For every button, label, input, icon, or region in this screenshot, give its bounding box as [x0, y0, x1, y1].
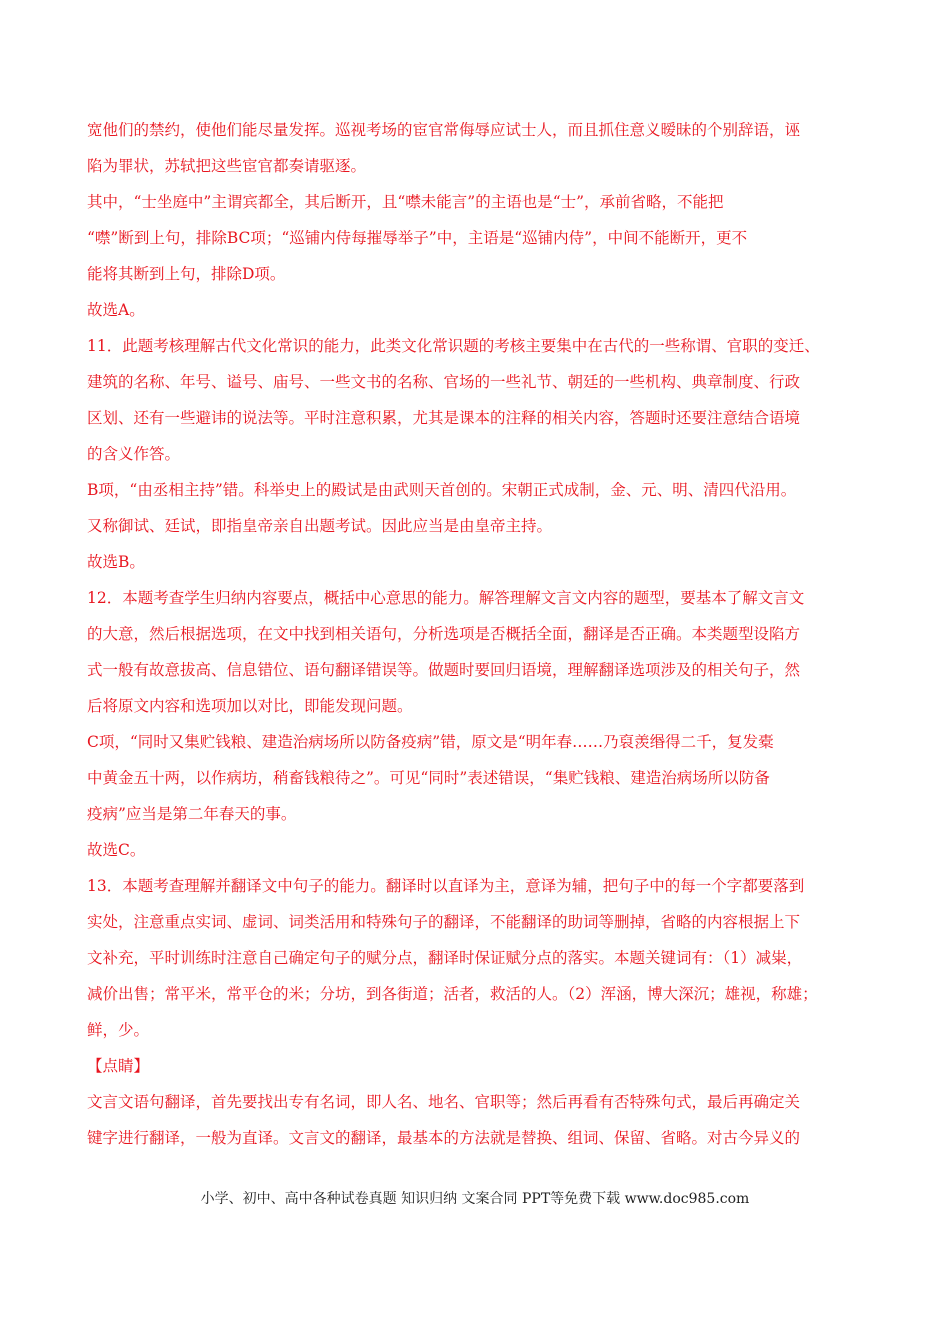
- text-line: 陷为罪状，苏轼把这些宦官都奏请驱逐。: [87, 157, 367, 175]
- page-footer: 小学、初中、高中各种试卷真题 知识归纳 文案合同 PPT等免费下载 www.doc985.com: [200, 1191, 750, 1207]
- text-line: 键字进行翻译，一般为直译。文言文的翻译，最基本的方法就是替换、组词、保留、省略。对古今异义的: [87, 1129, 801, 1147]
- text-line: 文言文语句翻译，首先要找出专有名词，即人名、地名、官职等；然后再看有否特殊句式，最后再确定关: [87, 1093, 801, 1111]
- text-line: 能将其断到上句，排除D项。: [87, 265, 286, 283]
- text-line: 疫病”应当是第二年春天的事。: [87, 805, 297, 823]
- text-line: 文补充，平时训练时注意自己确定句子的赋分点，翻译时保证赋分点的落实。本题关键词有：（1）减粜，: [87, 949, 803, 967]
- text-line: 后将原文内容和选项加以对比，即能发现问题。: [87, 697, 413, 715]
- text-line: C项，“同时又集贮钱粮、建造治病场所以防备疫病”错，原文是“明年春……乃裒羡缗得二千，复发橐: [87, 733, 774, 751]
- text-line: 中黄金五十两，以作病坊，稍畜钱粮待之”。可见“同时”表述错误，“集贮钱粮、建造治病场所以防备: [87, 769, 770, 787]
- text-line: 实处，注意重点实词、虚词、词类活用和特殊句子的翻译，不能翻译的助词等删掉，省略的内容根据上下: [87, 913, 801, 931]
- text-line: 的大意，然后根据选项，在文中找到相关语句，分析选项是否概括全面，翻译是否正确。本类题型设陷方: [87, 625, 801, 643]
- question-12-analysis: 12．本题考查学生归纳内容要点，概括中心意思的能力。解答理解文言文内容的题型，要基本了解文言文: [87, 589, 805, 607]
- text-line: “噤”断到上句，排除BC项；“巡铺内侍每摧辱举子”中，主语是“巡铺内侍”，中间不能断开，更不: [87, 229, 748, 247]
- text-line: 鲜，少。: [87, 1021, 150, 1039]
- section-heading-dianjing: 【点睛】: [87, 1057, 150, 1075]
- text-line: B项，“由丞相主持”错。科举史上的殿试是由武则天首创的。宋朝正式成制，金、元、明、清四代沿用。: [87, 481, 797, 499]
- question-11-analysis: 11．此题考核理解古代文化常识的能力，此类文化常识题的考核主要集中在古代的一些称谓、官职的变迁、: [87, 337, 820, 355]
- answer-line: 故选C。: [87, 841, 146, 859]
- text-line: 区划、还有一些避讳的说法等。平时注意积累，尤其是课本的注释的相关内容，答题时还要注意结合语境: [87, 409, 801, 427]
- text-line: 其中，“士坐庭中”主谓宾都全，其后断开，且“噤未能言”的主语也是“士”，承前省略，不能把: [87, 193, 724, 211]
- text-line: 的含义作答。: [87, 445, 181, 463]
- text-line: 又称御试、廷试，即指皇帝亲自出题考试。因此应当是由皇帝主持。: [87, 517, 553, 535]
- question-13-analysis: 13．本题考查理解并翻译文中句子的能力。翻译时以直译为主，意译为辅，把句子中的每一个字都要落到: [87, 877, 805, 895]
- text-line: 宽他们的禁约，使他们能尽量发挥。巡视考场的宦官常侮辱应试士人，而且抓住意义暧昧的个别辞语，诬: [87, 121, 801, 139]
- text-line: 建筑的名称、年号、谥号、庙号、一些文书的名称、官场的一些礼节、朝廷的一些机构、典章制度、行政: [87, 373, 801, 391]
- answer-line: 故选B。: [87, 553, 145, 571]
- text-line: 式一般有故意拔高、信息错位、语句翻译错误等。做题时要回归语境，理解翻译选项涉及的相关句子，然: [87, 661, 801, 679]
- text-line: 减价出售；常平米，常平仓的米；分坊，到各街道；活者，救活的人。（2）浑涵，博大深沉；雄视，称雄；: [87, 985, 818, 1003]
- answer-line: 故选A。: [87, 301, 145, 319]
- answer-analysis-text: [87, 112, 862, 1156]
